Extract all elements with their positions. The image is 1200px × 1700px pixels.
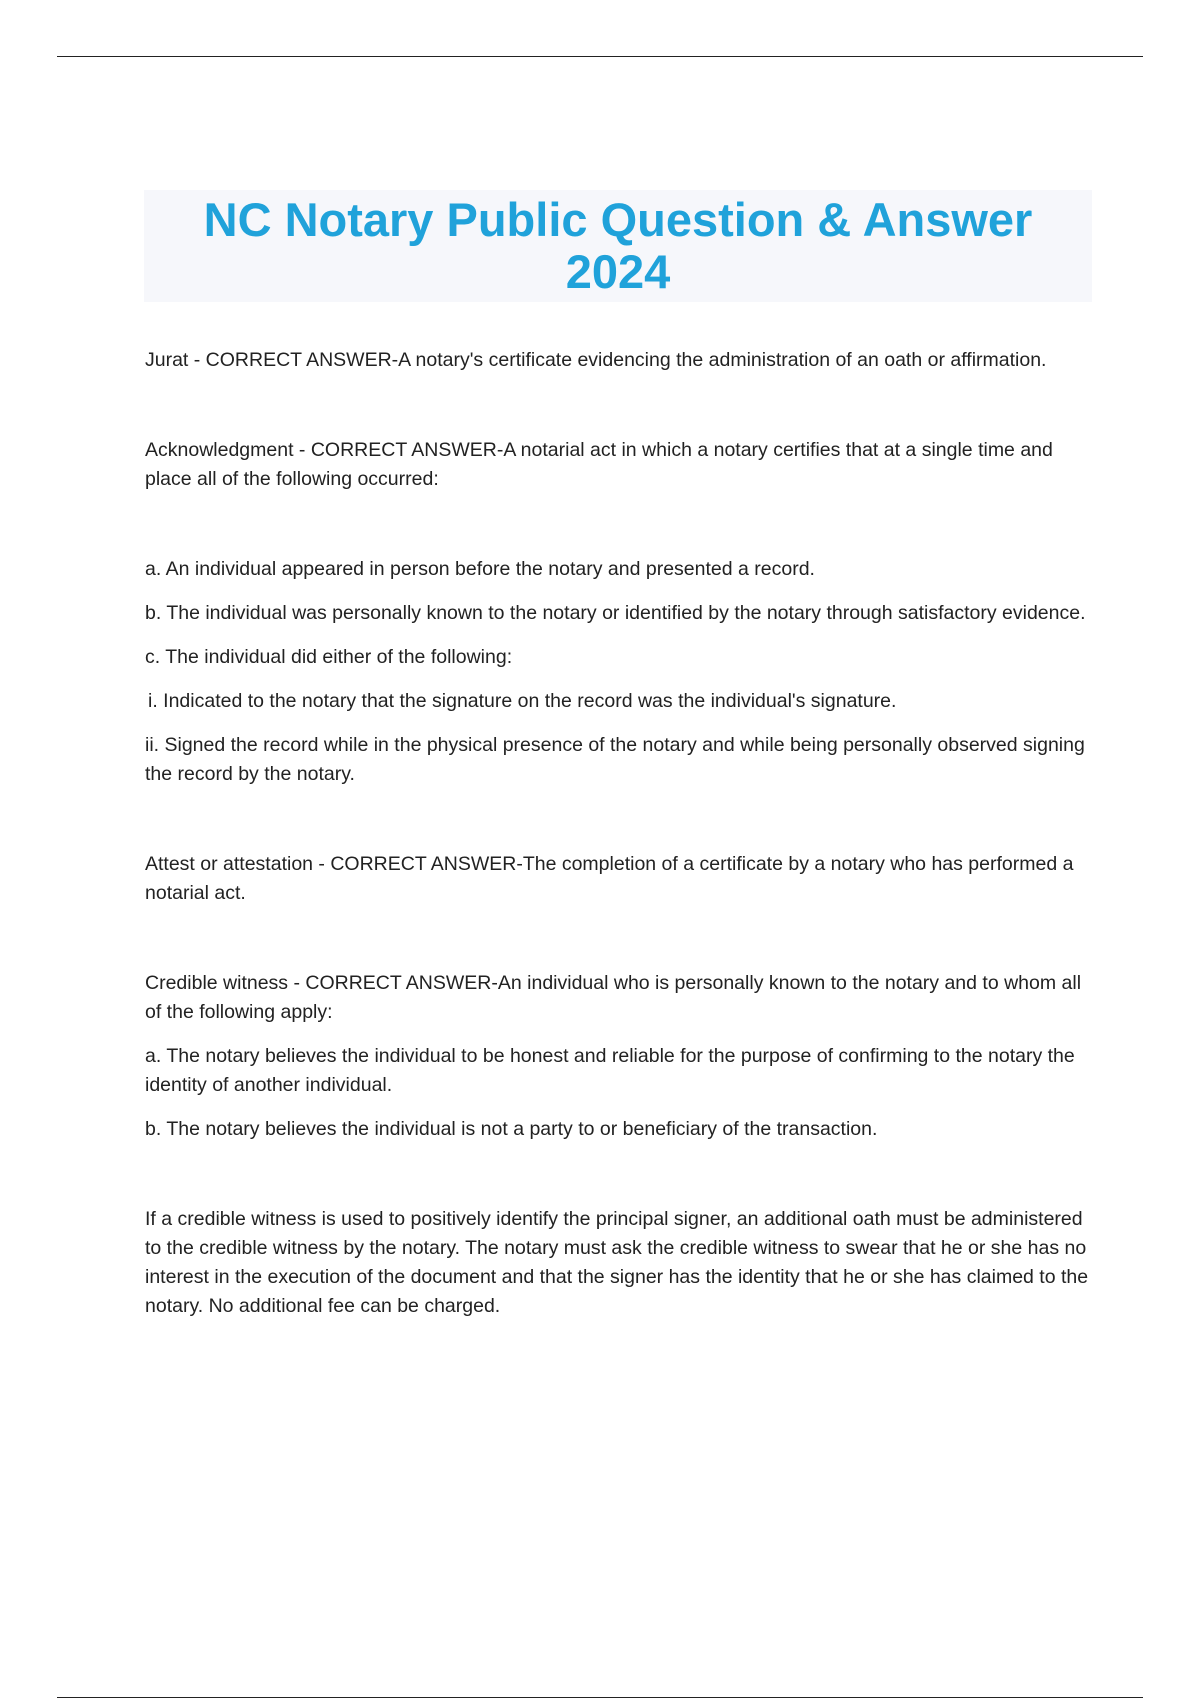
title-line-2: 2024	[565, 245, 671, 298]
ack-item-c: c. The individual did either of the following:	[145, 646, 513, 668]
entry-acknowledgment: Acknowledgment - CORRECT ANSWER-A notarial act in which a notary certifies that at a single time and place all of the following occurred:	[145, 439, 1053, 490]
entry-attestation: Attest or attestation - CORRECT ANSWER-The completion of a certificate by a notary who has performed a notarial act.	[145, 853, 1074, 904]
ack-item-c-ii: ii. Signed the record while in the physical presence of the notary and while being personally observed signing the record by the notary.	[145, 734, 1085, 785]
credible-item-b: b. The notary believes the individual is not a party to or beneficiary of the transaction.	[145, 1118, 878, 1140]
title-line-1: NC Notary Public Question & Answer	[203, 193, 1033, 246]
ack-item-b: b. The individual was personally known to the notary or identified by the notary through satisfactory evidence.	[145, 602, 1086, 624]
ack-item-c-i: i. Indicated to the notary that the signature on the record was the individual's signature.	[148, 690, 897, 712]
top-rule	[57, 56, 1143, 57]
entry-credible-witness: Credible witness - CORRECT ANSWER-An individual who is personally known to the notary and to whom all of the following apply:	[145, 972, 1082, 1023]
credible-witness-note: If a credible witness is used to positively identify the principal signer, an additional oath must be administered to the credible witness by the notary. The notary must ask the credible witness to swear that he or she has no interest in the execution of the document and that the signer has the identity that he or she has claimed to the notary. No additional fee can be charged.	[145, 1208, 1089, 1317]
entry-jurat: Jurat - CORRECT ANSWER-A notary's certificate evidencing the administration of an oath or affirmation.	[145, 349, 1047, 371]
bottom-rule	[57, 1697, 1143, 1698]
credible-item-a: a. The notary believes the individual to be honest and reliable for the purpose of confirming to the notary the identity of another individual.	[145, 1045, 1075, 1096]
title-banner	[144, 190, 1092, 302]
document-body	[145, 346, 1095, 1321]
ack-item-a: a. An individual appeared in person before the notary and presented a record.	[145, 558, 815, 580]
